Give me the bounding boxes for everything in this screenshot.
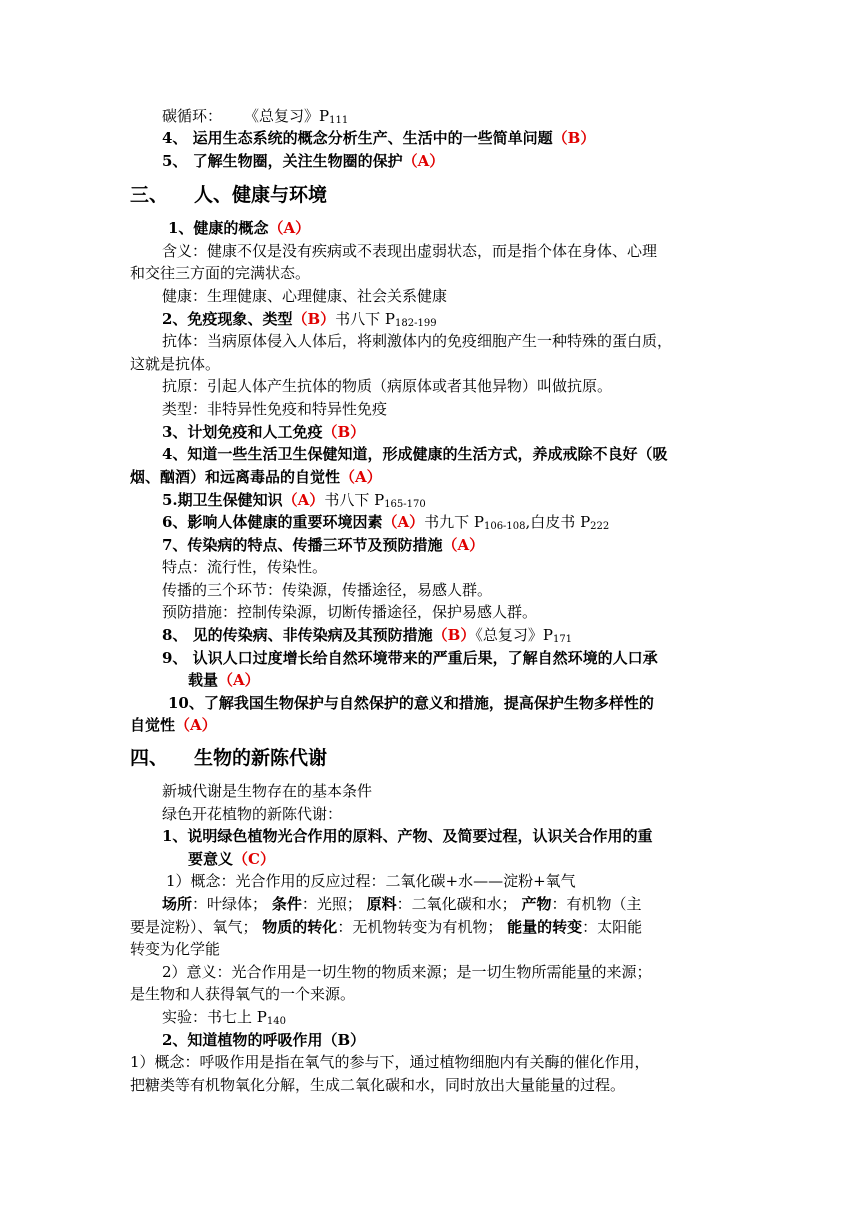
item-line: 9、 认识人口过度增长给自然环境带来的严重后果，了解自然环境的人口承 xyxy=(162,649,658,667)
item-line: 要意义（C） xyxy=(188,850,275,868)
item-line: 5.期卫生保健知识（A）书八下 $P_{165-170}$ xyxy=(162,491,426,510)
text-line: 是生物和人获得氧气的一个来源。 xyxy=(130,985,356,1003)
item-line: 载量（A） xyxy=(188,671,260,689)
text-line: 特点：流行性，传染性。 xyxy=(162,558,328,576)
item-line: 7、传染病的特点、传播三环节及预防措施（A） xyxy=(162,536,485,554)
text-line: 把糖类等有机物氧化分解，生成二氧化碳和水，同时放出大量能量的过程。 xyxy=(130,1076,626,1094)
experiment-line: 实验：书七上 $P_{140}$ xyxy=(162,1008,286,1027)
section-3-heading: 三、 人、健康与环境 xyxy=(130,184,328,206)
photosynthesis-facts-line: 场所：叶绿体； 条件：光照； 原料：二氧化碳和水； 产物：有机物（主 xyxy=(162,895,642,913)
text-line: 类型：非特异性免疫和特异性免疫 xyxy=(162,400,388,418)
item-line: 6、影响人体健康的重要环境因素（A）书九下 $P_{106-108}$,白皮书 $P_{222}$ xyxy=(162,513,610,532)
health-concept-line: 1、健康的概念（A） xyxy=(168,219,311,237)
item-line: 自觉性（A） xyxy=(130,716,217,734)
item-line: 1、说明绿色植物光合作用的原料、产物、及简要过程，认识关合作用的重 xyxy=(162,827,653,845)
text-line: 2）意义：光合作用是一切生物的物质来源；是一切生物所需能量的来源； xyxy=(162,963,652,981)
text-line: 预防措施：控制传染源，切断传播途径，保护易感人群。 xyxy=(162,603,538,621)
text-line: 抗原：引起人体产生抗体的物质（病原体或者其他异物）叫做抗原。 xyxy=(162,377,613,395)
item-line: 8、 见的传染病、非传染病及其预防措施（B）《总复习》$P_{171}$ xyxy=(162,626,573,645)
carbon-cycle-line: 碳循环： 《总复习》$P_{111}$ xyxy=(162,107,349,126)
item-line: 10、了解我国生物保护与自然保护的意义和措施，提高保护生物多样性的 xyxy=(168,694,654,712)
text-line: 1）概念：呼吸作用是指在氧气的参与下，通过植物细胞内有关酶的催化作用， xyxy=(130,1053,650,1071)
item-5-line: 5、 了解生物圈，关注生物圈的保护（A） xyxy=(162,152,445,170)
item-line: 4、知道一些生活卫生保健知道，形成健康的生活方式，养成戒除不良好（吸 xyxy=(162,445,668,463)
text-line: 含义：健康不仅是没有疾病或不表现出虚弱状态，而是指个体在身体、心理 xyxy=(162,242,658,260)
text-line: 绿色开花植物的新陈代谢： xyxy=(162,805,343,823)
text-line: 传播的三个环节：传染源，传播途径，易感人群。 xyxy=(162,581,493,599)
section-4-heading: 四、 生物的新陈代谢 xyxy=(130,747,328,769)
photosynthesis-facts-line: 要是淀粉）、氧气； 物质的转化：无机物转变为有机物； 能量的转变：太阳能 xyxy=(130,918,643,936)
text-line: 健康：生理健康、心理健康、社会关系健康 xyxy=(162,287,448,305)
item-line: 烟、酗酒）和远离毒品的自觉性（A） xyxy=(130,468,382,486)
item-line: 3、计划免疫和人工免疫（B） xyxy=(162,423,366,441)
item-4-line: 4、 运用生态系统的概念分析生产、生活中的一些简单问题（B） xyxy=(162,129,596,147)
text-line: 新城代谢是生物存在的基本条件 xyxy=(162,782,373,800)
text-line: 转变为化学能 xyxy=(130,940,221,958)
item-line: 2、知道植物的呼吸作用（B） xyxy=(162,1031,366,1049)
text-line: 1）概念：光合作用的反应过程：二氧化碳+水——淀粉+氧气 xyxy=(166,872,576,890)
immunity-line: 2、免疫现象、类型（B）书八下 $P_{182-199}$ xyxy=(162,310,437,329)
text-line: 和交往三方面的完满状态。 xyxy=(130,264,311,282)
text-line: 这就是抗体。 xyxy=(130,355,221,373)
text-line: 抗体：当病原体侵入人体后，将刺激体内的免疫细胞产生一种特殊的蛋白质， xyxy=(162,332,673,350)
